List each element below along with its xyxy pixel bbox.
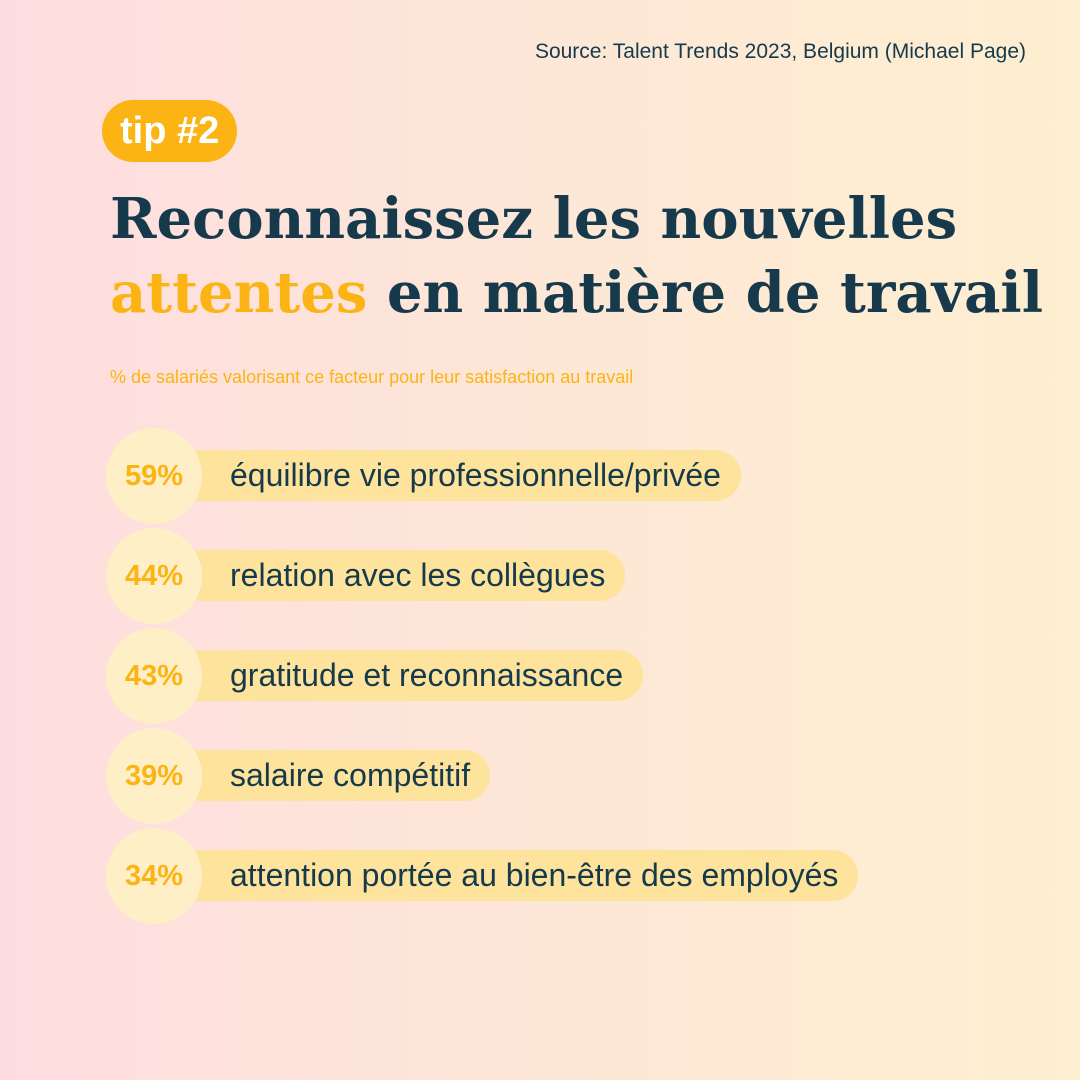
subtitle: % de salariés valorisant ce facteur pour leur satisfaction au travail xyxy=(110,367,634,387)
percent-circle: 39% xyxy=(106,728,202,824)
factor-bar: relation avec les collègues xyxy=(154,550,625,601)
factor-bar: équilibre vie professionnelle/privée xyxy=(154,450,741,501)
percent-circle: 44% xyxy=(106,528,202,624)
factor-bar: salaire compétitif xyxy=(154,750,490,801)
page-title xyxy=(110,182,1043,330)
factor-bar: attention portée au bien-être des employés xyxy=(154,850,858,901)
factor-bar: gratitude et reconnaissance xyxy=(154,650,643,701)
title-line-1: Reconnaissez les nouvelles xyxy=(110,186,958,252)
source-note: Source: Talent Trends 2023, Belgium (Michael Page) xyxy=(534,40,1026,63)
title-rest: en matière de travail xyxy=(367,260,1043,326)
percent-circle: 43% xyxy=(106,628,202,724)
tip-badge: tip #2 xyxy=(102,100,237,162)
title-accent: attentes xyxy=(110,260,368,326)
percent-circle: 34% xyxy=(106,828,202,924)
percent-circle: 59% xyxy=(106,428,202,524)
